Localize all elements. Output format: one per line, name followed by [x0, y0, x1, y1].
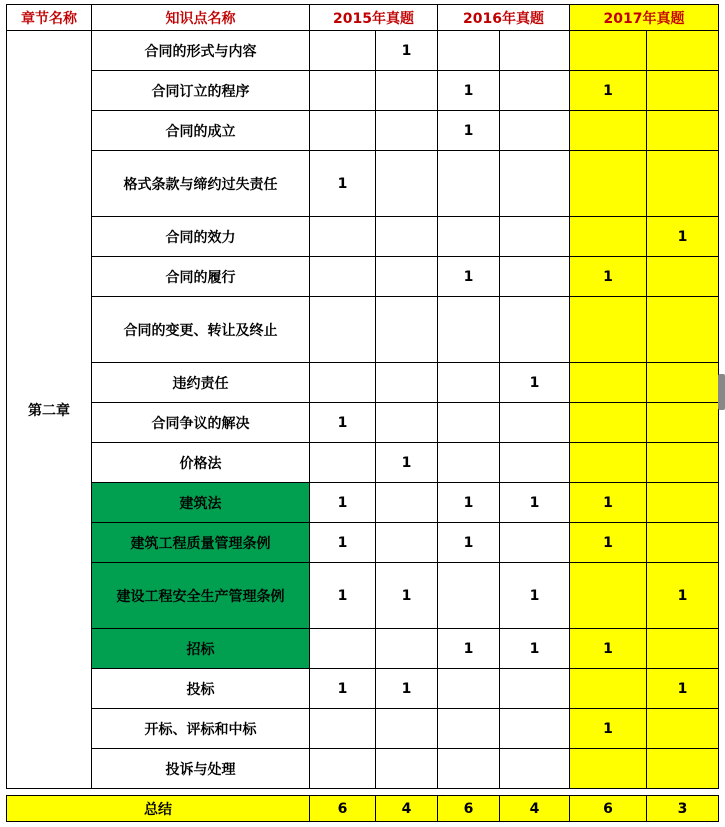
count-cell [647, 443, 719, 483]
count-cell [310, 749, 376, 789]
summary-2015-b: 4 [376, 796, 438, 822]
count-cell: 1 [438, 257, 500, 297]
table-row [7, 749, 719, 789]
count-cell [376, 403, 438, 443]
table-row [7, 217, 719, 257]
count-cell [438, 151, 500, 217]
count-cell: 1 [438, 111, 500, 151]
count-cell [376, 297, 438, 363]
count-cell: 1 [310, 669, 376, 709]
count-cell [570, 403, 647, 443]
count-cell [310, 709, 376, 749]
count-cell [570, 217, 647, 257]
table-row [7, 403, 719, 443]
exam-topic-table [6, 4, 719, 789]
count-cell [570, 31, 647, 71]
count-cell [376, 257, 438, 297]
count-cell [438, 709, 500, 749]
count-cell: 1 [438, 629, 500, 669]
count-cell [376, 749, 438, 789]
count-cell: 1 [310, 483, 376, 523]
count-cell [376, 709, 438, 749]
count-cell: 1 [500, 563, 570, 629]
count-cell [570, 443, 647, 483]
count-cell [438, 669, 500, 709]
count-cell [438, 31, 500, 71]
count-cell [500, 151, 570, 217]
count-cell: 1 [376, 563, 438, 629]
count-cell: 1 [647, 563, 719, 629]
count-cell: 1 [570, 71, 647, 111]
count-cell [570, 669, 647, 709]
count-cell: 1 [376, 669, 438, 709]
count-cell: 1 [310, 403, 376, 443]
table-row [7, 443, 719, 483]
table-row [7, 71, 719, 111]
count-cell [310, 443, 376, 483]
table-row [7, 483, 719, 523]
count-cell [310, 71, 376, 111]
summary-row [7, 796, 719, 822]
header-2017: 2017年真题 [570, 5, 719, 31]
summary-2017-b: 3 [647, 796, 719, 822]
chapter-cell: 第二章 [7, 31, 92, 789]
count-cell [570, 363, 647, 403]
count-cell [647, 151, 719, 217]
topic-cell: 价格法 [92, 443, 310, 483]
count-cell [376, 523, 438, 563]
topic-cell: 违约责任 [92, 363, 310, 403]
count-cell [647, 709, 719, 749]
topic-cell: 投诉与处理 [92, 749, 310, 789]
summary-table [6, 795, 719, 822]
summary-2016-b: 4 [500, 796, 570, 822]
count-cell [570, 111, 647, 151]
table-row [7, 523, 719, 563]
count-cell: 1 [570, 483, 647, 523]
count-cell [647, 483, 719, 523]
count-cell [376, 71, 438, 111]
table-row [7, 363, 719, 403]
count-cell: 1 [570, 257, 647, 297]
count-cell [438, 403, 500, 443]
count-cell [647, 257, 719, 297]
count-cell [310, 297, 376, 363]
count-cell [570, 749, 647, 789]
count-cell [438, 443, 500, 483]
topic-cell: 投标 [92, 669, 310, 709]
table-row [7, 563, 719, 629]
count-cell [500, 111, 570, 151]
topic-cell: 建设工程安全生产管理条例 [92, 563, 310, 629]
count-cell [570, 297, 647, 363]
table-row [7, 111, 719, 151]
table-row [7, 31, 719, 71]
count-cell [647, 31, 719, 71]
count-cell [570, 151, 647, 217]
scroll-handle[interactable] [718, 374, 725, 410]
count-cell: 1 [376, 31, 438, 71]
count-cell [500, 443, 570, 483]
count-cell [376, 111, 438, 151]
count-cell: 1 [376, 443, 438, 483]
count-cell: 1 [500, 629, 570, 669]
count-cell [310, 217, 376, 257]
topic-cell: 建筑工程质量管理条例 [92, 523, 310, 563]
count-cell [647, 71, 719, 111]
count-cell: 1 [438, 483, 500, 523]
table-row [7, 709, 719, 749]
topic-cell: 格式条款与缔约过失责任 [92, 151, 310, 217]
count-cell: 1 [438, 71, 500, 111]
table-row [7, 669, 719, 709]
header-topic: 知识点名称 [92, 5, 310, 31]
count-cell [376, 217, 438, 257]
topic-cell: 合同争议的解决 [92, 403, 310, 443]
header-2016: 2016年真题 [438, 5, 570, 31]
topic-cell: 合同的效力 [92, 217, 310, 257]
header-chapter: 章节名称 [7, 5, 92, 31]
count-cell: 1 [310, 563, 376, 629]
count-cell: 1 [647, 217, 719, 257]
table-row [7, 151, 719, 217]
count-cell [500, 669, 570, 709]
count-cell [376, 363, 438, 403]
topic-cell: 合同的成立 [92, 111, 310, 151]
topic-cell: 招标 [92, 629, 310, 669]
table-row [7, 257, 719, 297]
count-cell [647, 749, 719, 789]
count-cell [647, 363, 719, 403]
count-cell: 1 [310, 151, 376, 217]
count-cell [310, 31, 376, 71]
count-cell [438, 749, 500, 789]
summary-2017-a: 6 [570, 796, 647, 822]
topic-cell: 合同的变更、转让及终止 [92, 297, 310, 363]
count-cell [438, 363, 500, 403]
count-cell: 1 [500, 483, 570, 523]
topic-cell: 建筑法 [92, 483, 310, 523]
summary-label: 总结 [7, 796, 310, 822]
count-cell: 1 [310, 523, 376, 563]
count-cell [647, 111, 719, 151]
table-row [7, 629, 719, 669]
count-cell [570, 563, 647, 629]
count-cell [310, 257, 376, 297]
count-cell [500, 31, 570, 71]
count-cell [647, 297, 719, 363]
count-cell [376, 483, 438, 523]
count-cell [500, 523, 570, 563]
count-cell [500, 217, 570, 257]
count-cell [438, 297, 500, 363]
count-cell [500, 709, 570, 749]
header-row [7, 5, 719, 31]
topic-cell: 合同订立的程序 [92, 71, 310, 111]
count-cell [647, 403, 719, 443]
count-cell: 1 [570, 709, 647, 749]
count-cell [500, 749, 570, 789]
count-cell [310, 629, 376, 669]
count-cell [500, 297, 570, 363]
count-cell [376, 629, 438, 669]
count-cell [647, 523, 719, 563]
count-cell [500, 71, 570, 111]
count-cell: 1 [570, 629, 647, 669]
count-cell [438, 563, 500, 629]
topic-cell: 开标、评标和中标 [92, 709, 310, 749]
count-cell: 1 [500, 363, 570, 403]
header-2015: 2015年真题 [310, 5, 438, 31]
count-cell [500, 257, 570, 297]
count-cell: 1 [570, 523, 647, 563]
count-cell: 1 [438, 523, 500, 563]
summary-2016-a: 6 [438, 796, 500, 822]
topic-cell: 合同的形式与内容 [92, 31, 310, 71]
count-cell: 1 [647, 669, 719, 709]
count-cell [310, 363, 376, 403]
topic-cell: 合同的履行 [92, 257, 310, 297]
count-cell [500, 403, 570, 443]
count-cell [647, 629, 719, 669]
count-cell [438, 217, 500, 257]
table-row [7, 297, 719, 363]
count-cell [310, 111, 376, 151]
count-cell [376, 151, 438, 217]
summary-2015-a: 6 [310, 796, 376, 822]
